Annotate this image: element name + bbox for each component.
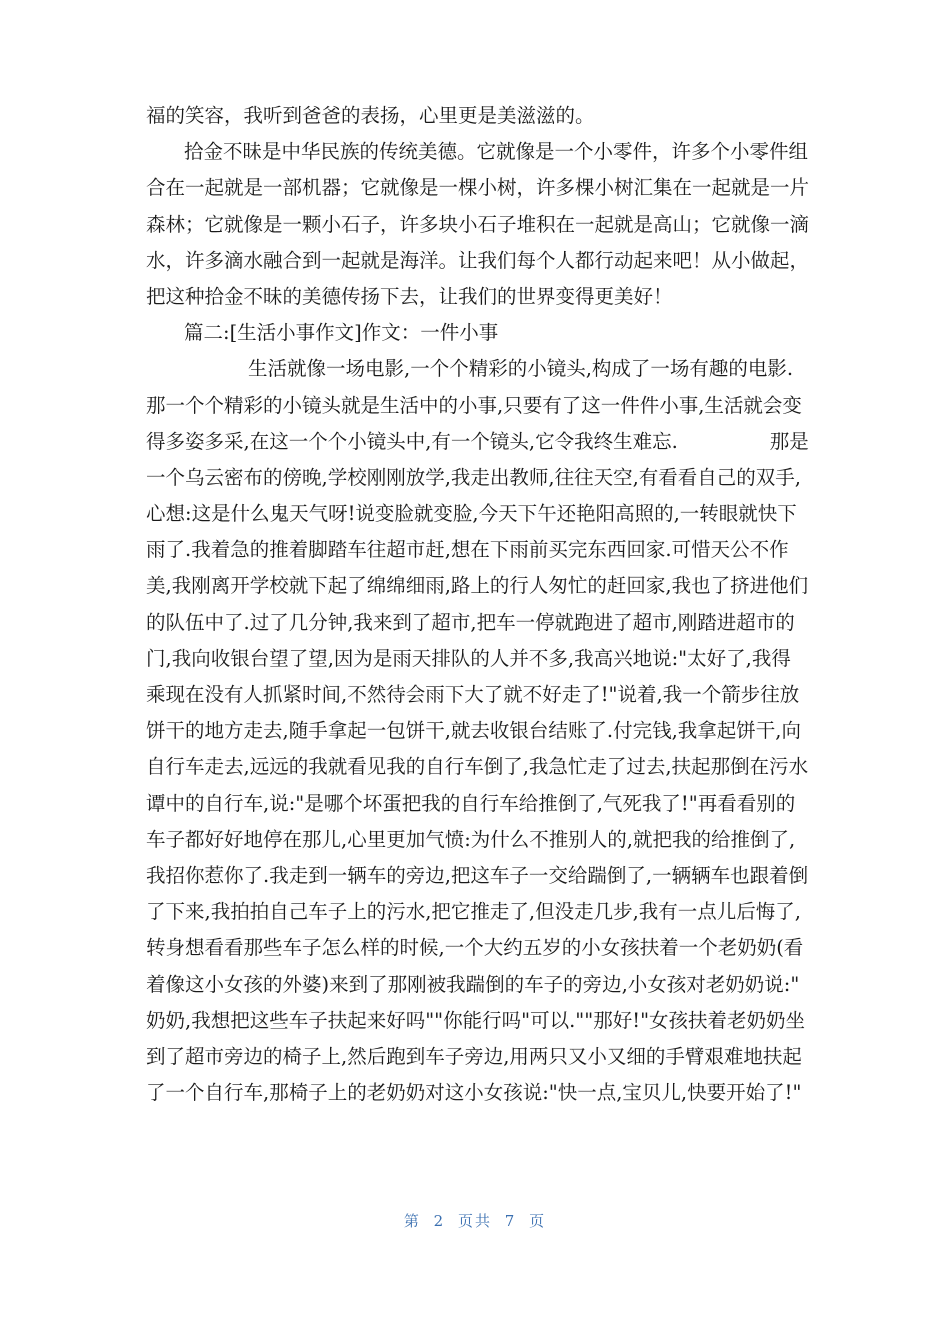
paragraph-line: 水，许多滴水融合到一起就是海洋。让我们每个人都行动起来吧！从小做起， xyxy=(146,248,810,272)
paragraph-line: 了下来,我拍拍自己车子上的污水,把它推走了,但没走几步,我有一点儿后悔了, xyxy=(146,900,801,924)
paragraph-line: 把这种拾金不昧的美德传扬下去，让我们的世界变得更美好！ xyxy=(146,284,673,308)
document-body xyxy=(146,98,810,1111)
paragraph-line: 车子都好好地停在那儿,心里更加气愤:为什么不推别人的,就把我的给推倒了, xyxy=(146,827,796,851)
paragraph-line: 一个乌云密布的傍晚,学校刚刚放学,我走出教师,往往天空,有看看自己的双手, xyxy=(146,465,801,489)
paragraph-line: 谭中的自行车,说:"是哪个坏蛋把我的自行车给推倒了,气死我了!"再看看别的 xyxy=(146,791,796,815)
paragraph-line: 雨了.我着急的推着脚踏车往超市赶,想在下雨前买完东西回家.可惜天公不作 xyxy=(146,538,789,562)
paragraph-line: 乘现在没有人抓紧时间,不然待会雨下大了就不好走了!"说着,我一个箭步往放 xyxy=(146,683,800,706)
paragraph-line: 那一个个精彩的小镜头就是生活中的小事,只要有了这一件件小事,生活就会变 xyxy=(146,393,802,417)
paragraph-line: 福的笑容，我听到爸爸的表扬，心里更是美滋滋的。 xyxy=(146,104,595,127)
paragraph-line: 转身想看看那些车子怎么样的时候,一个大约五岁的小女孩扶着一个老奶奶(看 xyxy=(146,936,804,960)
paragraph-line: 着像这小女孩的外婆)来到了那刚被我踹倒的车子的旁边,小女孩对老奶奶说:" xyxy=(146,972,800,996)
paragraph-line: 我招你惹你了.我走到一辆车的旁边,把这车子一交给踹倒了,一辆辆车也跟着倒 xyxy=(146,863,809,887)
paragraph-line: 美,我刚离开学校就下起了绵绵细雨,路上的行人匆忙的赶回家,我也了挤进他们 xyxy=(146,574,809,598)
paragraph-line: 了一个自行车,那椅子上的老奶奶对这小女孩说:"快一点,宝贝儿,快要开始了!" xyxy=(146,1081,802,1105)
page-number-footer: 第 2 页共 7 页 xyxy=(403,1212,547,1230)
paragraph-line: 心想:这是什么鬼天气呀!说变脸就变脸,今天下午还艳阳高照的,一转眼就快下 xyxy=(146,502,797,526)
section-heading: 篇二:[生活小事作文]作文：一件小事 xyxy=(184,321,499,345)
paragraph-line: 合在一起就是一部机器；它就像是一棵小树，许多棵小树汇集在一起就是一片 xyxy=(146,176,810,200)
paragraph-line: 拾金不昧是中华民族的传统美德。它就像是一个小零件，许多个小零件组 xyxy=(184,140,809,164)
paragraph-line: 门,我向收银台望了望,因为是雨天排队的人并不多,我高兴地说:"太好了,我得 xyxy=(146,646,791,670)
paragraph-line: 饼干的地方走去,随手拿起一包饼干,就去收银台结账了.付完钱,我拿起饼干,向 xyxy=(146,719,801,743)
paragraph-line: 生活就像一场电影,一个个精彩的小镜头,构成了一场有趣的电影. xyxy=(248,357,794,381)
paragraph-line: 的队伍中了.过了几分钟,我来到了超市,把车一停就跑进了超市,刚踏进超市的 xyxy=(146,610,795,634)
paragraph-line xyxy=(146,424,809,460)
paragraph-line: 森林；它就像是一颗小石子，许多块小石子堆积在一起就是高山；它就像一滴 xyxy=(146,212,810,236)
paragraph-line-text: 那是 xyxy=(769,429,809,453)
paragraph-line: 自行车走去,远远的我就看见我的自行车倒了,我急忙走了过去,扶起那倒在污水 xyxy=(146,755,809,779)
paragraph-line: 奶奶,我想把这些车子扶起来好吗""你能行吗"可以.""那好!"女孩扶着老奶奶坐 xyxy=(146,1008,806,1032)
paragraph-line-text: 得多姿多采,在这一个个小镜头中,有一个镜头,它令我终生难忘. xyxy=(146,429,678,453)
paragraph-line: 到了超市旁边的椅子上,然后跑到车子旁边,用两只又小又细的手臂艰难地扶起 xyxy=(146,1044,802,1068)
